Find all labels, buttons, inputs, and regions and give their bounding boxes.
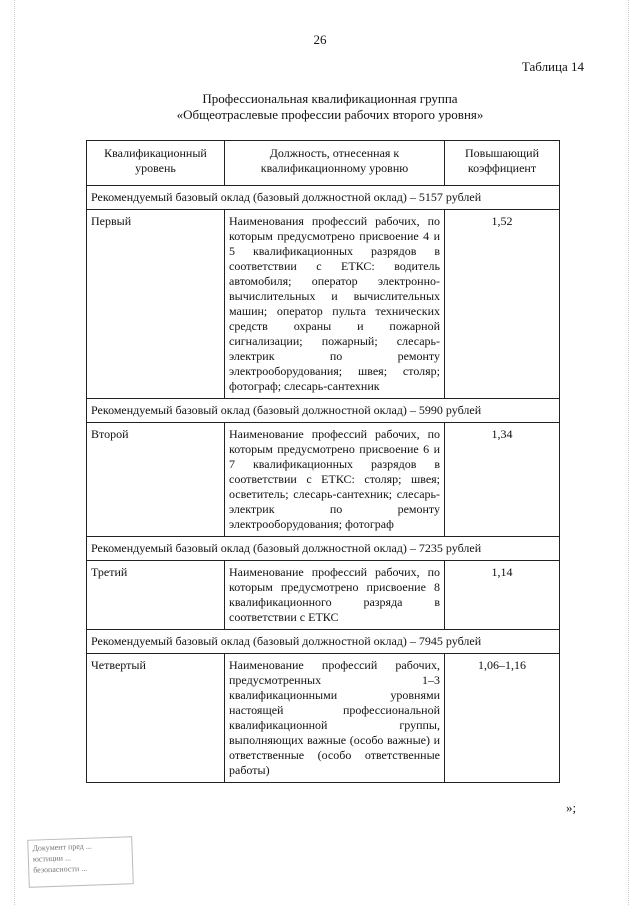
salary-row (87, 186, 560, 210)
closing-quote-mark: »; (566, 800, 577, 815)
page-number: 26 (313, 32, 327, 47)
position-cell: Наименование профессий рабочих, по которым предусмотрено присвоение 8 квалификационного разряда в соответствии с ЕТКС (225, 561, 445, 630)
table-row (87, 654, 560, 783)
salary-row (87, 630, 560, 654)
stamp-line: безопасности ... (33, 863, 88, 875)
margin-line (628, 0, 630, 905)
coefficient-cell: 1,06–1,16 (445, 654, 560, 783)
salary-row (87, 537, 560, 561)
coefficient-cell: 1,14 (445, 561, 560, 630)
table-row (87, 561, 560, 630)
stamp-line: юстиции ... (32, 853, 72, 864)
level-cell: Четвертый (87, 654, 225, 783)
title-line-2: «Общеотраслевые профессии рабочих второго уровня» (176, 107, 484, 122)
margin-line (14, 0, 16, 905)
coefficient-cell: 1,52 (445, 210, 560, 399)
coefficient-cell: 1,34 (445, 423, 560, 537)
salary-row (87, 399, 560, 423)
table-row (87, 423, 560, 537)
table-header-row (87, 141, 560, 186)
position-cell: Наименование профессий рабочих, по которым предусмотрено присвоение 6 и 7 квалификационных разрядов в соответствии с ЕТКС: столяр; швея; осветитель; слесарь-сантехник; слесарь-электрик по ремонту электрооборудования; фотограф (225, 423, 445, 537)
header-level: Квалификационный уровень (87, 141, 225, 186)
header-coefficient: Повышающий коэффициент (445, 141, 560, 186)
salary-cell: Рекомендуемый базовый оклад (базовый должностной оклад) – 7945 рублей (87, 630, 560, 654)
level-cell: Второй (87, 423, 225, 537)
position-cell: Наименования профессий рабочих, по которым предусмотрено присвоение 4 и 5 квалификационных разрядов в соответствии с ЕТКС: водитель автомобиля; оператор электронно-вычислительных и вычислительных машин; оператор пульта технических средств охраны и пожарной сигнализации; пожарный; слесарь-электрик по ремонту электрооборудования; швея; столяр; фотограф; слесарь-сантехник (225, 210, 445, 399)
salary-cell: Рекомендуемый базовый оклад (базовый должностной оклад) – 5990 рублей (87, 399, 560, 423)
salary-cell: Рекомендуемый базовый оклад (базовый должностной оклад) – 7235 рублей (87, 537, 560, 561)
table-title (80, 91, 580, 123)
header-position: Должность, отнесенная к квалификационному уровню (225, 141, 445, 186)
salary-cell: Рекомендуемый базовый оклад (базовый должностной оклад) – 5157 рублей (87, 186, 560, 210)
stamp-line: Документ пред ... (32, 841, 92, 853)
document-stamp (27, 836, 134, 888)
position-cell: Наименование профессий рабочих, предусмотренных 1–3 квалификационными уровнями настоящей профессиональной квалификационной группы, выполняющих важные (особо важные) и ответственные (особо ответственные работы) (225, 654, 445, 783)
level-cell: Третий (87, 561, 225, 630)
table-row (87, 210, 560, 399)
table-label: Таблица 14 (521, 59, 584, 74)
title-line-1: Профессиональная квалификационная группа (202, 91, 458, 106)
level-cell: Первый (87, 210, 225, 399)
qualification-table (86, 140, 560, 783)
